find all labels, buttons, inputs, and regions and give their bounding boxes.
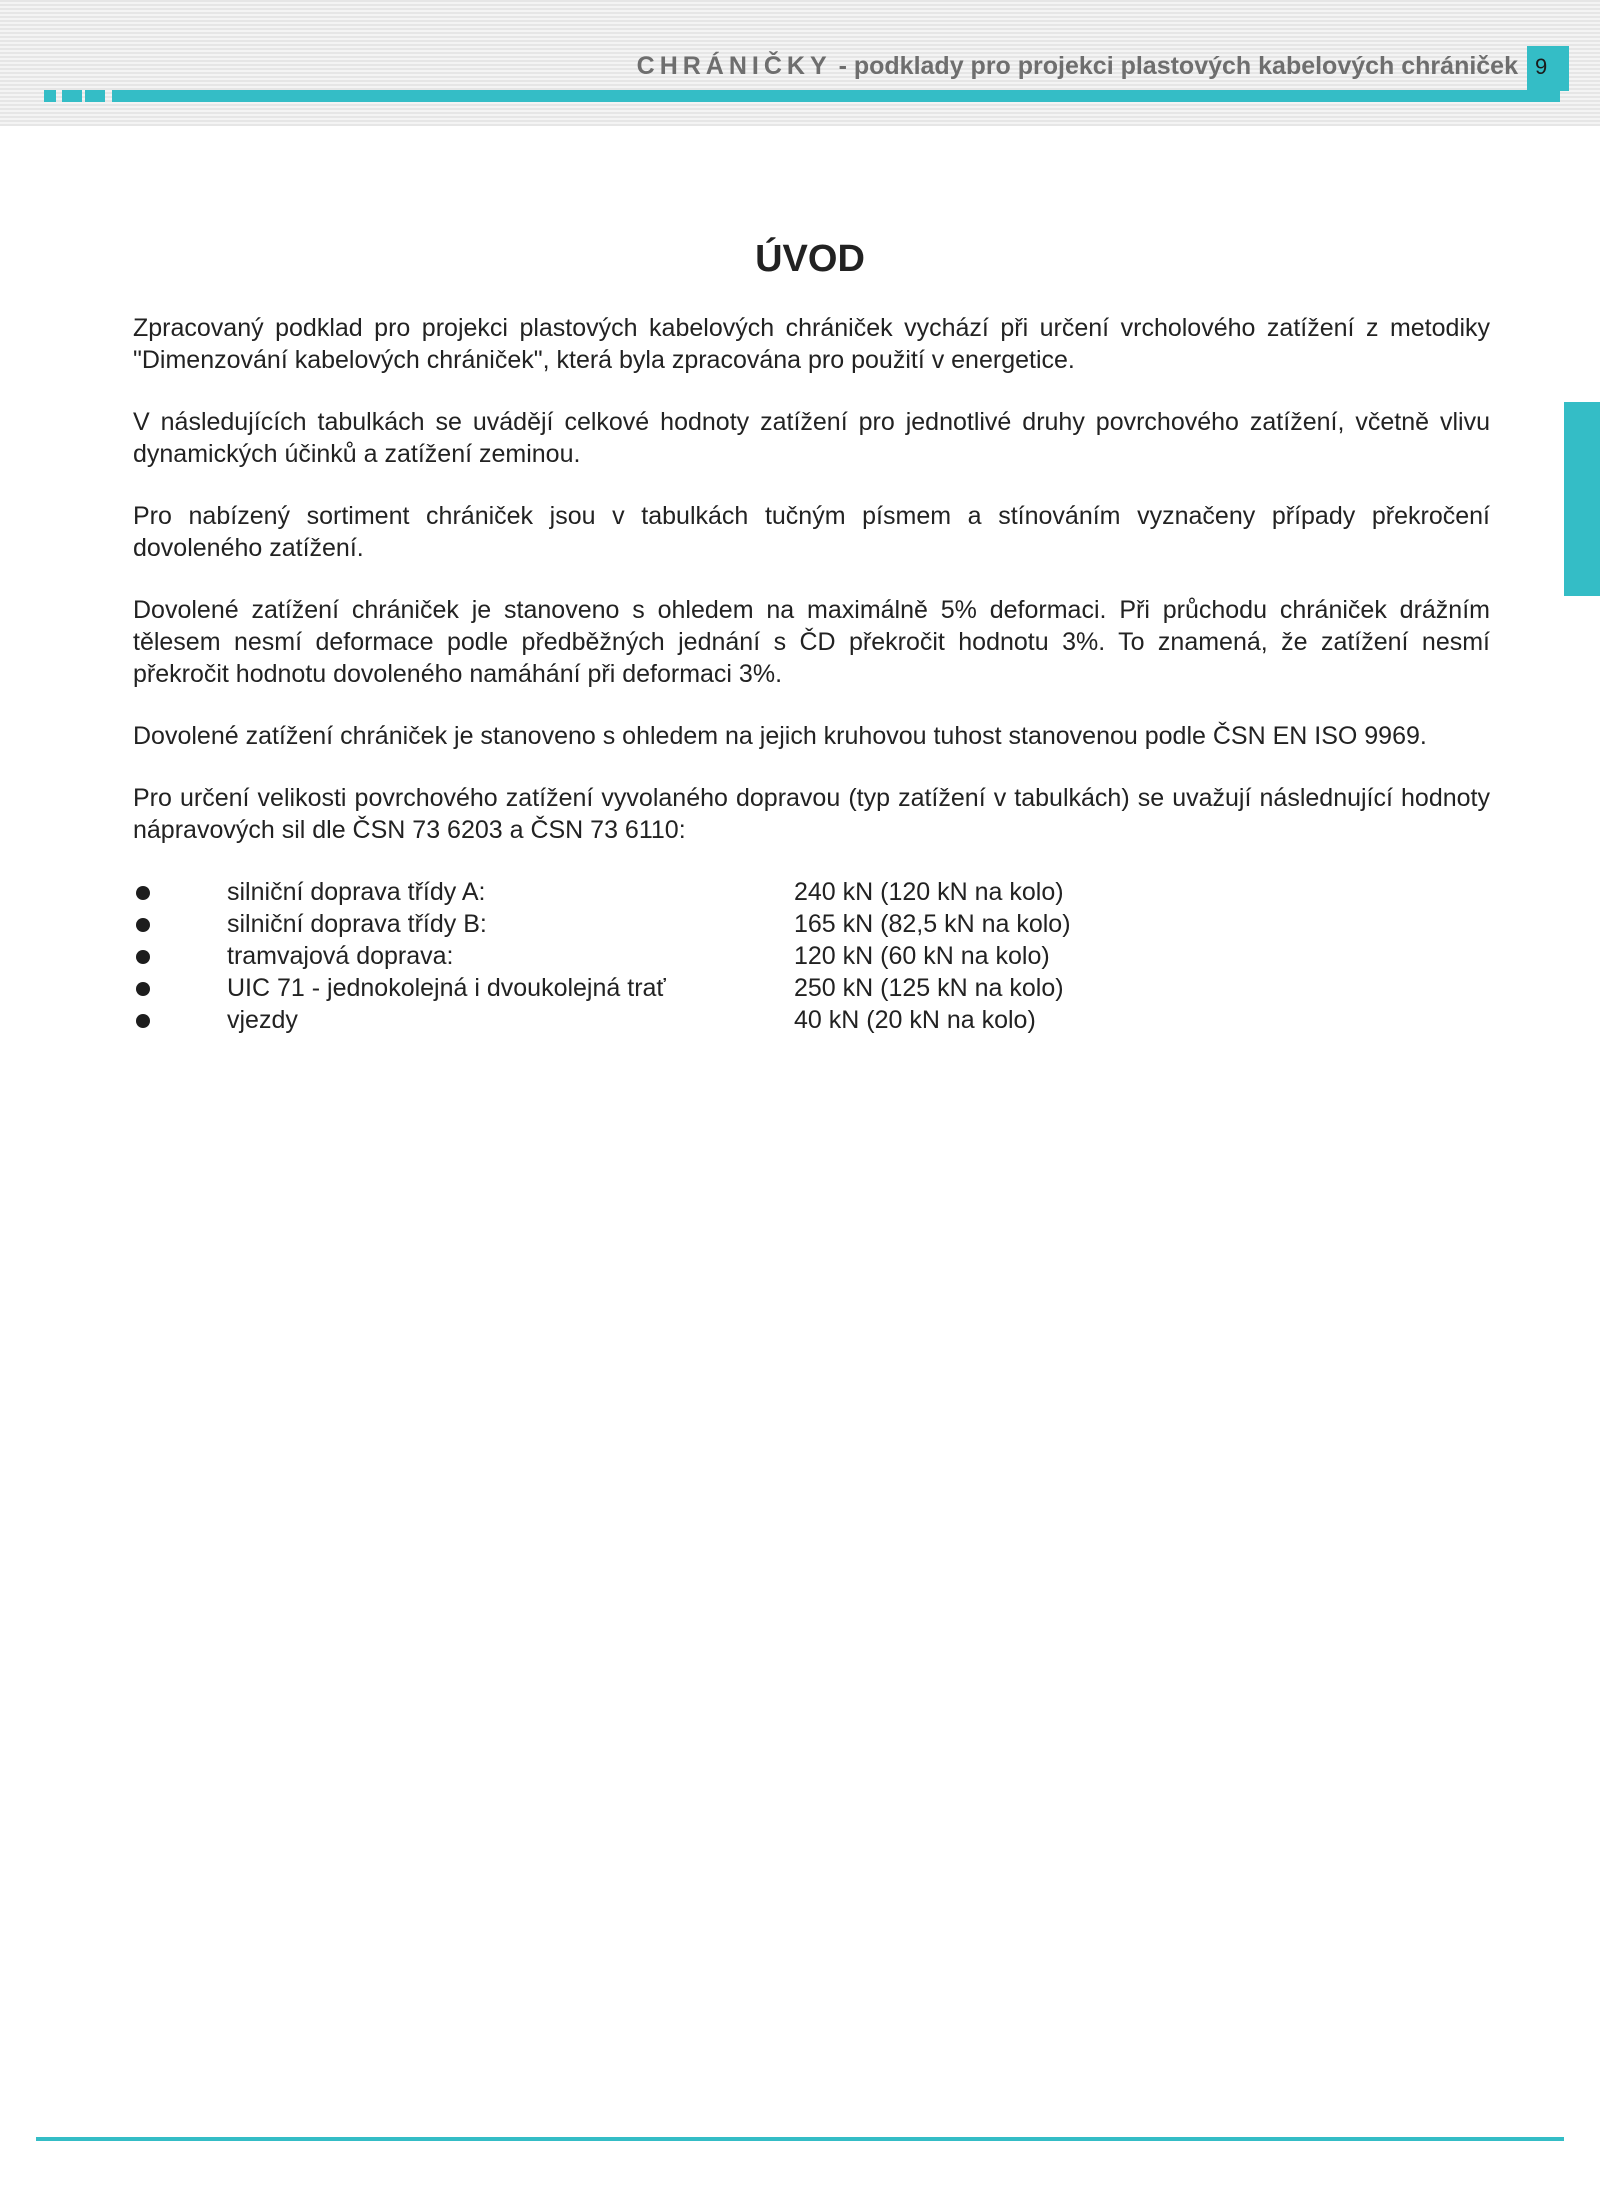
- header-brand: CHRÁNIČKY: [636, 52, 832, 80]
- header-subtitle: - podklady pro projekci plastových kabelových chrániček: [831, 52, 1518, 80]
- list-item-value: 120 kN (60 kN na kolo): [794, 942, 1050, 970]
- paragraph-sortiment: Pro nabízený sortiment chrániček jsou v tabulkách tučným písmem a stínováním vyznačeny případy překročení dovoleného zatížení.: [133, 502, 1490, 562]
- bullet-icon: [136, 982, 150, 996]
- paragraph-intro: Zpracovaný podklad pro projekci plastových kabelových chrániček vychází při určení vrcholového zatížení z metodiky "Dimenzování kabelových chrániček", která byla zpracována pro použití v energetice.: [133, 314, 1490, 374]
- content: [133, 312, 1490, 1036]
- paragraph-deformation: Dovolené zatížení chrániček je stanoveno s ohledem na maximálně 5% deformaci. Při průchodu chrániček drážním tělesem nesmí deformace podle předběžných jednání s ČD překročit hodnotu 3%. To znamená, že zatížení nesmí překročit hodnotu dovoleného namáhání při deformaci 3%.: [133, 596, 1490, 688]
- decor-block: [44, 90, 56, 102]
- header-accent-bar: [112, 90, 1560, 102]
- list-item-value: 40 kN (20 kN na kolo): [794, 1006, 1036, 1034]
- list-item: [133, 876, 1490, 908]
- bullet-icon: [136, 1014, 150, 1028]
- paragraph-axle-loads: Pro určení velikosti povrchového zatížení vyvolaného dopravou (typ zatížení v tabulkách) se uvažují následnující hodnoty nápravových sil dle ČSN 73 6203 a ČSN 73 6110:: [133, 784, 1490, 844]
- list-item-label: tramvajová doprava:: [227, 942, 454, 970]
- list-item: [133, 972, 1490, 1004]
- bullet-icon: [136, 950, 150, 964]
- page-number: 9: [1535, 54, 1548, 79]
- list-item-value: 240 kN (120 kN na kolo): [794, 878, 1064, 906]
- paragraph-tables: V následujících tabulkách se uvádějí celkové hodnoty zatížení pro jednotlivé druhy povrchového zatížení, včetně vlivu dynamických účinků a zatížení zeminou.: [133, 408, 1490, 468]
- header-title: [637, 52, 1518, 81]
- footer-rule: [36, 2137, 1564, 2141]
- list-item-label: UIC 71 - jednokolejná i dvoukolejná trať: [227, 974, 666, 1002]
- list-item-label: silniční doprava třídy B:: [227, 910, 487, 938]
- side-tab: [1564, 402, 1600, 596]
- page-title: ÚVOD: [755, 238, 865, 280]
- decor-block: [85, 90, 105, 102]
- paragraph-stiffness: Dovolené zatížení chrániček je stanoveno s ohledem na jejich kruhovou tuhost stanovenou podle ČSN EN ISO 9969.: [133, 722, 1427, 750]
- list-item-value: 165 kN (82,5 kN na kolo): [794, 910, 1071, 938]
- bullet-icon: [136, 918, 150, 932]
- list-item: [133, 908, 1490, 940]
- list-item: [133, 940, 1490, 972]
- bullet-icon: [136, 886, 150, 900]
- list-item-label: vjezdy: [227, 1006, 298, 1034]
- list-item-label: silniční doprava třídy A:: [227, 878, 486, 906]
- decor-block: [62, 90, 82, 102]
- list-item: [133, 1004, 1490, 1036]
- page-number-box: [1527, 46, 1569, 91]
- list-item-value: 250 kN (125 kN na kolo): [794, 974, 1064, 1002]
- load-list: [133, 876, 1490, 1036]
